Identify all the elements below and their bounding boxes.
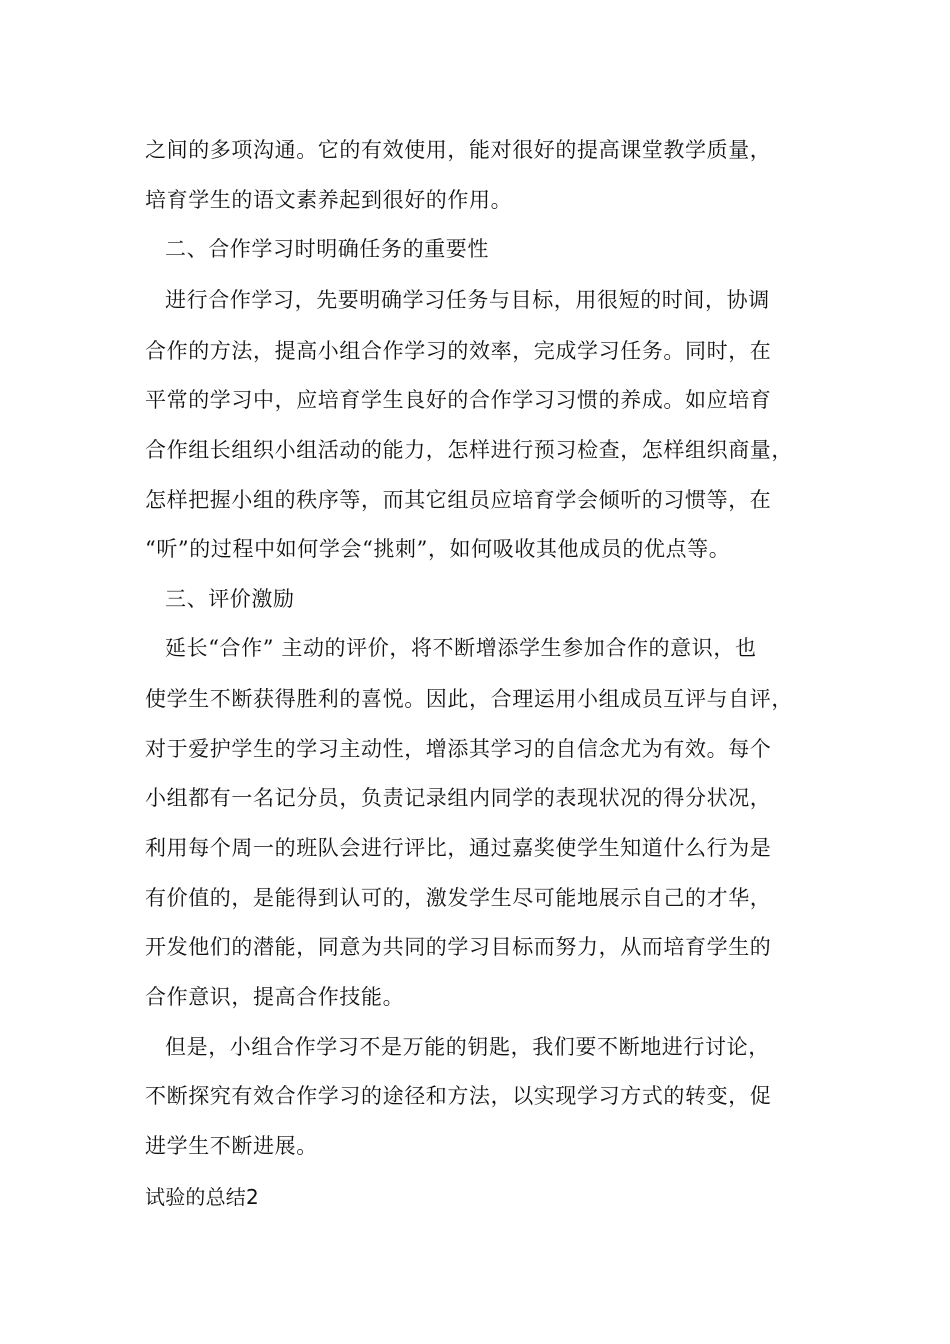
paragraph-line: 之间的多项沟通。它的有效使用，能对很好的提高课堂教学质量， [145,138,772,162]
paragraph-line: 但是，小组合作学习不是万能的钥匙，我们要不断地进行讨论， [165,1035,770,1059]
paragraph-line: “听”的过程中如何学会“挑刺”，如何吸收其他成员的优点等。 [145,537,731,561]
paragraph-line: 利用每个周一的班队会进行评比，通过嘉奖使学生知道什么行为是 [145,836,772,860]
paragraph-line: 延长“合作” 主动的评价，将不断增添学生参加合作的意识，也 [165,636,757,660]
section-heading: 三、评价激励 [165,587,295,611]
paragraph-line: 进行合作学习，先要明确学习任务与目标，用很短的时间，协调 [165,288,770,312]
paragraph-line: 合作意识，提高合作技能。 [145,985,405,1009]
section-heading: 二、合作学习时明确任务的重要性 [165,237,489,261]
paragraph-line: 怎样把握小组的秩序等，而其它组员应培育学会倾听的习惯等，在 [145,488,772,512]
paragraph-line: 使学生不断获得胜利的喜悦。因此，合理运用小组成员互评与自评， [145,687,793,711]
paragraph-line: 对于爱护学生的学习主动性，增添其学习的自信念尤为有效。每个 [145,737,772,761]
paragraph-line: 不断探究有效合作学习的途径和方法，以实现学习方式的转变，促 [145,1084,772,1108]
paragraph-line: 平常的学习中，应培育学生良好的合作学习习惯的养成。如应培育 [145,388,772,412]
paragraph-line: 培育学生的语文素养起到很好的作用。 [145,188,513,212]
paragraph-line: 合作组长组织小组活动的能力，怎样进行预习检查，怎样组织商量， [145,438,793,462]
document-subtitle: 试验的总结2 [145,1185,259,1209]
paragraph-line: 合作的方法，提高小组合作学习的效率，完成学习任务。同时，在 [145,339,772,363]
paragraph-line: 进学生不断进展。 [145,1134,318,1158]
paragraph-line: 小组都有一名记分员，负责记录组内同学的表现状况的得分状况， [145,786,772,810]
paragraph-line: 开发他们的潜能，同意为共同的学习目标而努力，从而培育学生的 [145,935,772,959]
paragraph-line: 有价值的，是能得到认可的，激发学生尽可能地展示自己的才华， [145,886,772,910]
